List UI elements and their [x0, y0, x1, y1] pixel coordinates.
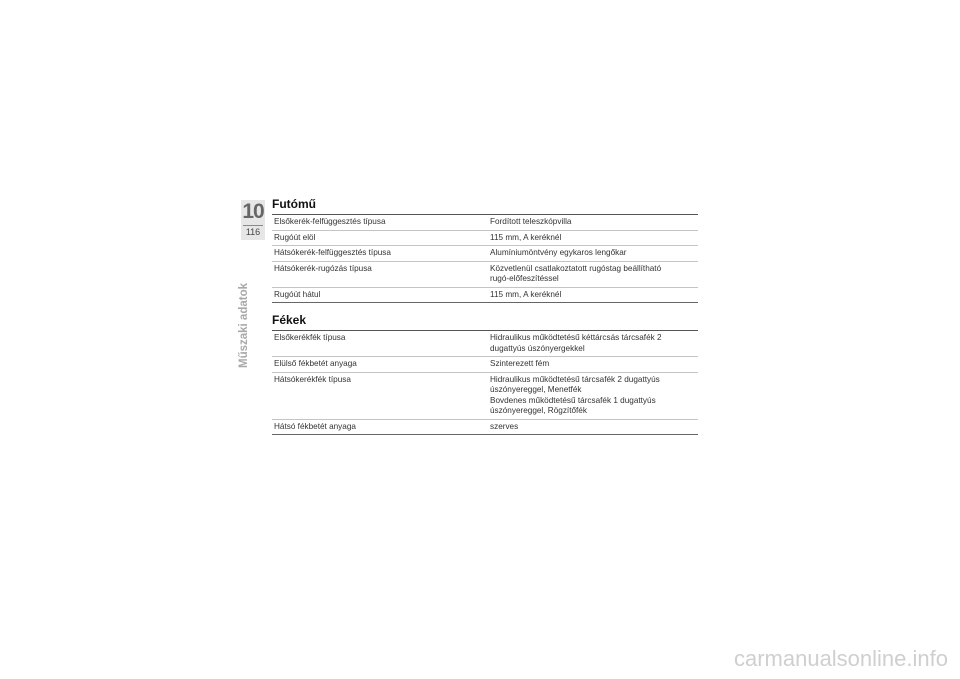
spec-table-brakes [272, 330, 698, 435]
table-row [272, 215, 698, 231]
chapter-tab [241, 200, 265, 240]
spec-value-line: rugó-előfeszítéssel [490, 274, 559, 283]
spec-value-line: Hidraulikus működtetésű tárcsafék 2 dugattyús [490, 374, 660, 384]
table-row [272, 357, 698, 373]
spec-value-line: dugattyús úszónyergekkel [490, 343, 585, 353]
spec-label: Elülső fékbetét anyaga [274, 359, 357, 368]
table-row [272, 420, 698, 436]
chapter-title: Műszaki adatok [238, 283, 250, 368]
spec-label: Elsőkerékfék típusa [274, 333, 346, 342]
spec-value [490, 422, 698, 433]
spec-table-chassis [272, 214, 698, 303]
spec-value-line: 115 mm, A keréknél [490, 232, 562, 242]
spec-value-line: Hidraulikus működtetésű kéttárcsás tárcsafék 2 [490, 333, 662, 342]
spec-value-line: Bovdenes működtetésű tárcsafék 1 dugattyús [490, 395, 656, 405]
spec-label: Rugóút elöl [274, 232, 316, 242]
spec-value-line: úszónyereggel, Rögzítőfék [490, 406, 587, 415]
spec-value [490, 375, 698, 417]
spec-label: Hátsókerékfék típusa [274, 374, 351, 384]
spec-value-line: Fordított teleszkópvilla [490, 217, 572, 226]
spec-value [490, 264, 698, 285]
section-gap [272, 303, 698, 312]
spec-value [490, 333, 698, 354]
table-row [272, 231, 698, 247]
table-row [272, 246, 698, 262]
spec-label: Rugóút hátul [274, 289, 321, 299]
spec-label: Hátsókerék-felfüggesztés típusa [274, 248, 391, 257]
spec-label: Hátsó fékbetét anyaga [274, 421, 356, 431]
spec-label: Elsőkerék-felfüggesztés típusa [274, 217, 386, 226]
table-row [272, 331, 698, 357]
spec-value [490, 233, 698, 244]
chapter-number: 10 [242, 200, 264, 223]
spec-label: Hátsókerék-rugózás típusa [274, 263, 372, 273]
table-row [272, 373, 698, 420]
page-number: 116 [245, 227, 261, 237]
spec-value [490, 248, 698, 259]
section-title-brakes: Fékek [272, 313, 307, 327]
spec-value-line: szerves [490, 421, 519, 431]
spec-value-line: Közvetlenül csatlakoztatott rugóstag beállítható [490, 263, 662, 273]
spec-value-line: úszónyereggel, Menetfék [490, 385, 582, 394]
watermark: carmanualsonline.info [733, 646, 948, 671]
spec-value-line: Szinterezett fém [490, 359, 550, 368]
spec-value [490, 290, 698, 301]
spec-content [272, 196, 698, 435]
spec-value-line: Alumíniumöntvény egykaros lengőkar [490, 248, 627, 257]
table-row [272, 288, 698, 304]
spec-value-line: 115 mm, A keréknél [490, 289, 562, 299]
spec-value [490, 359, 698, 370]
table-row [272, 262, 698, 288]
section-title-chassis: Futómű [272, 197, 316, 211]
spec-value [490, 217, 698, 228]
